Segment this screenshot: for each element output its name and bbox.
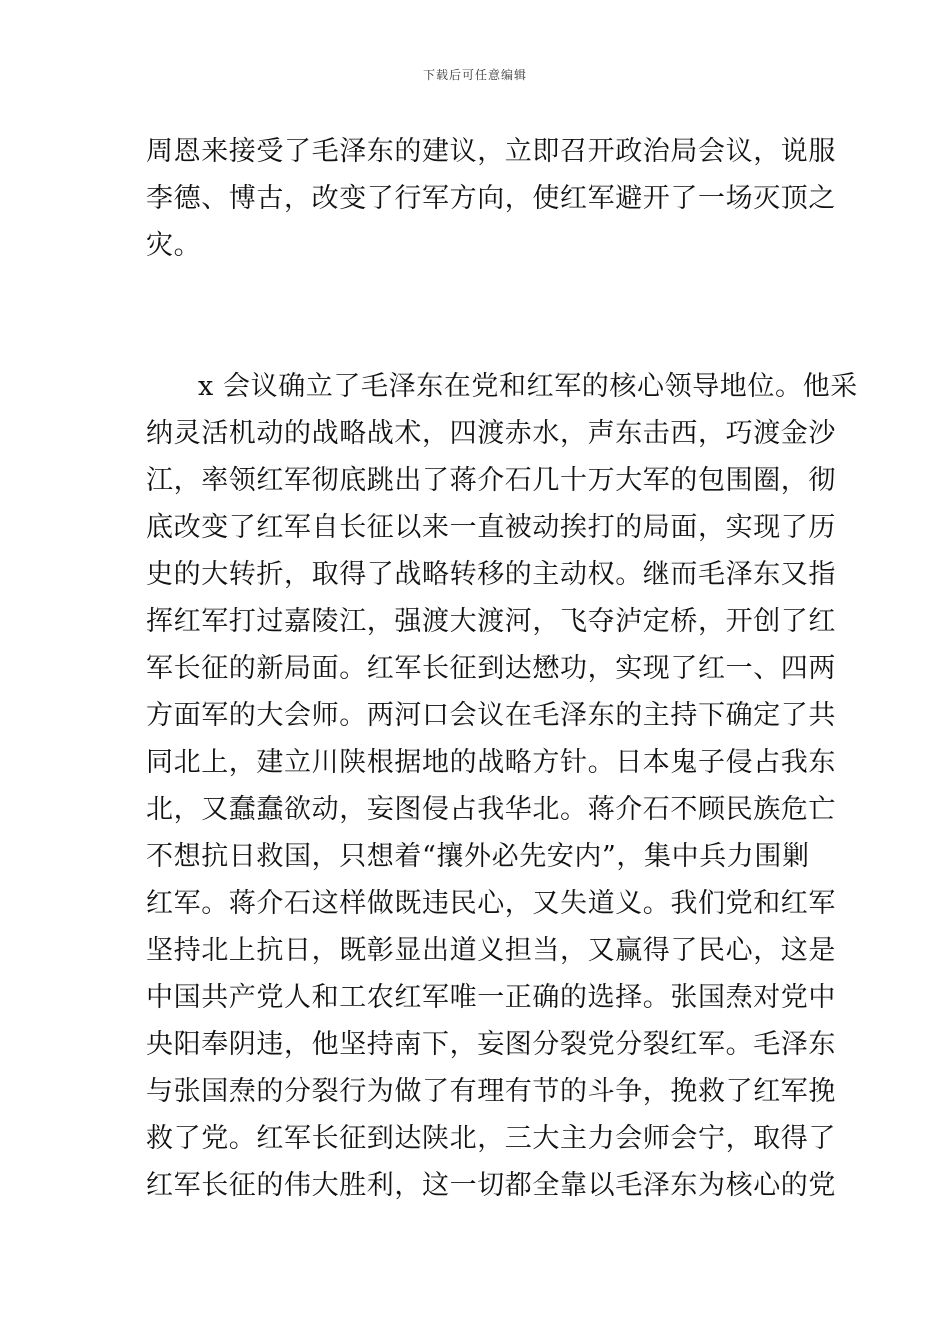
text-line: 史的大转折，取得了战略转移的主动权。继而毛泽东又指 (146, 559, 836, 590)
text-line: 红军长征的伟大胜利，这一切都全靠以毛泽东为核心的党 (146, 1170, 836, 1201)
paragraph-1 (146, 128, 836, 269)
text-line: 军长征的新局面。红军长征到达懋功，实现了红一、四两 (146, 653, 836, 684)
text-line: 不想抗日救国，只想着“攘外必先安内”，集中兵力围剿 (146, 841, 810, 872)
text-line: 李德、博古，改变了行军方向，使红军避开了一场灭顶之 (146, 183, 836, 214)
text-line: 纳灵活机动的战略战术，四渡赤水，声东击西，巧渡金沙 (146, 418, 836, 449)
text-line: 周恩来接受了毛泽东的建议，立即召开政治局会议，说服 (146, 136, 836, 167)
text-line: 同北上，建立川陕根据地的战略方针。日本鬼子侵占我东 (146, 747, 836, 778)
page-header: 下载后可任意编辑 (422, 68, 527, 82)
text-line: 央阳奉阴违，他坚持南下，妄图分裂党分裂红军。毛泽东 (146, 1029, 836, 1060)
text-line: 中国共产党人和工农红军唯一正确的选择。张国焘对党中 (146, 982, 836, 1013)
text-line: 方面军的大会师。两河口会议在毛泽东的主持下确定了共 (146, 700, 836, 731)
paragraph-gap (146, 269, 818, 363)
text-line: 底改变了红军自长征以来一直被动挨打的局面，实现了历 (146, 512, 836, 543)
text-line: x 会议确立了毛泽东在党和红军的核心领导地位。他采 (198, 371, 858, 402)
text-line: 挥红军打过嘉陵江，强渡大渡河，飞夺泸定桥，开创了红 (146, 606, 836, 637)
text-line: 与张国焘的分裂行为做了有理有节的斗争，挽救了红军挽 (146, 1076, 836, 1107)
text-line: 红军。蒋介石这样做既违民心，又失道义。我们党和红军 (146, 888, 836, 919)
text-line: 江，率领红军彻底跳出了蒋介石几十万大军的包围圈，彻 (146, 465, 836, 496)
text-line: 救了党。红军长征到达陕北，三大主力会师会宁，取得了 (146, 1123, 836, 1154)
text-line: 北，又蠢蠢欲动，妄图侵占我华北。蒋介石不顾民族危亡 (146, 794, 836, 825)
paragraph-2 (146, 363, 858, 1209)
text-line: 灾。 (146, 230, 202, 261)
document-body (146, 128, 858, 1209)
text-line: 坚持北上抗日，既彰显出道义担当，又赢得了民心，这是 (146, 935, 836, 966)
